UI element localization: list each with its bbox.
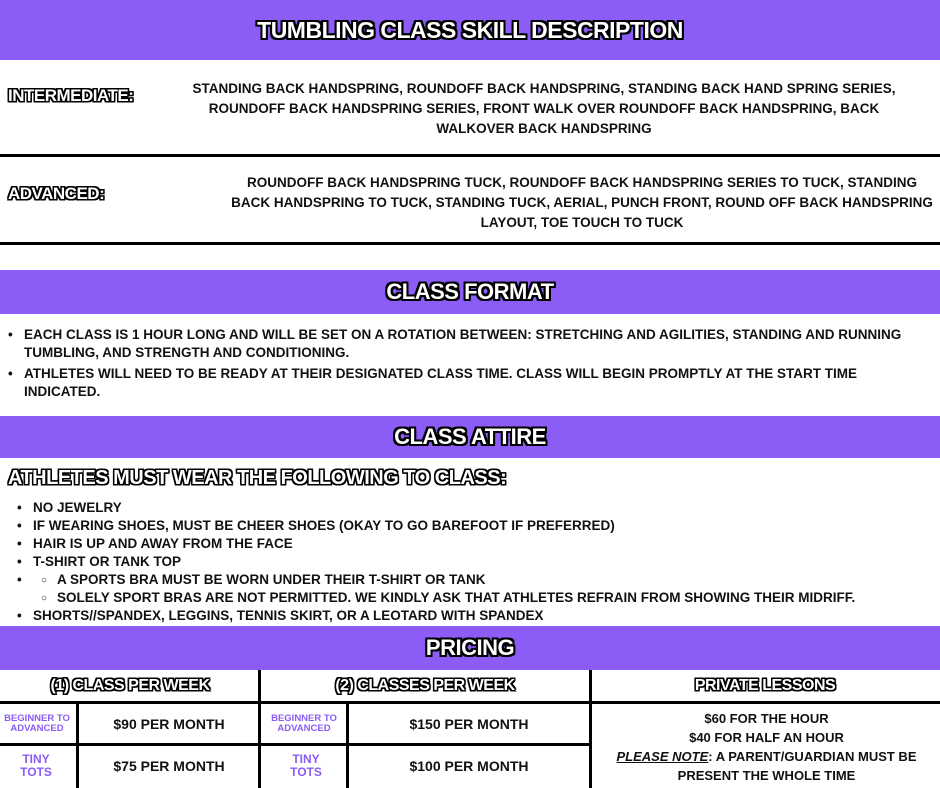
skills-header-band	[0, 0, 940, 60]
skills-title: TUMBLING CLASS SKILL DESCRIPTION	[257, 16, 683, 43]
private-lessons-info	[593, 705, 940, 788]
list-item: • HAIR IS UP AND AWAY FROM THE FACE	[33, 535, 928, 553]
attire-subtitle: ATHLETES MUST WEAR THE FOLLOWING TO CLASS:	[8, 467, 507, 489]
format-list	[24, 326, 924, 404]
col1-header-text: (1) CLASS PER WEEK	[50, 677, 210, 694]
attire-header-band	[0, 416, 940, 458]
pricing-col3-header	[590, 670, 940, 702]
table-border	[76, 701, 79, 788]
level-beginner: BEGINNER TO ADVANCED	[271, 713, 337, 734]
format-title: CLASS FORMAT	[386, 279, 554, 304]
intermediate-label: INTERMEDIATE:	[8, 86, 134, 105]
private-hour-price: $60 FOR THE HOUR	[704, 710, 829, 726]
advanced-skills-text: ROUNDOFF BACK HANDSPRING TUCK, ROUNDOFF BACK HANDSPRING SERIES TO TUCK, STANDING BACK HANDSPRING TO TUCK, STANDING TUCK, AERIAL, PUNCH FRONT, ROUND OFF BACK HANDSPRING LAYOUT, TOE TOUCH TO TUCK	[231, 175, 933, 230]
list-item: • NO JEWELRY	[33, 499, 928, 517]
list-item: • SHORTS//SPANDEX, LEGGINS, TENNIS SKIRT, OR A LEOTARD WITH SPANDEX	[33, 607, 928, 625]
divider	[0, 242, 940, 245]
price-one-tiny: $75 PER MONTH	[113, 758, 225, 774]
pricing-table	[0, 670, 940, 788]
private-half-price: $40 FOR HALF AN HOUR	[689, 729, 844, 745]
attire-sub-list	[57, 571, 928, 607]
level-tiny-tots: TINY TOTS	[20, 752, 52, 779]
table-border	[0, 743, 590, 746]
level-tiny-tots: TINY TOTS	[290, 752, 322, 779]
price-two-tiny: $100 PER MONTH	[409, 758, 529, 774]
note-label: PLEASE NOTE	[616, 748, 709, 764]
table-border	[589, 670, 592, 788]
attire-title: CLASS ATTIRE	[394, 424, 546, 449]
list-item: ○ • A SPORTS BRA MUST BE WORN UNDER THEIR T-SHIRT OR TANK	[57, 571, 928, 589]
list-item: ○ SOLELY SPORT BRAS ARE NOT PERMITTED. WE KINDLY ASK THAT ATHLETES REFRAIN FROM SHOWING THEIR MIDRIFF.	[57, 589, 928, 607]
advanced-label: ADVANCED:	[8, 184, 105, 203]
col3-header-text: PRIVATE LESSONS	[694, 677, 836, 694]
list-item: • ATHLETES WILL NEED TO BE READY AT THEIR DESIGNATED CLASS TIME. CLASS WILL BEGIN PROMPTLY AT THE START TIME INDICATED.	[24, 365, 924, 401]
table-border	[258, 670, 261, 788]
pricing-title: PRICING	[425, 635, 515, 660]
level-beginner: BEGINNER TO ADVANCED	[4, 713, 70, 734]
intermediate-skills-text: STANDING BACK HANDSPRING, ROUNDOFF BACK HANDSPRING, STANDING BACK HAND SPRING SERIES, ROUNDOFF BACK HANDSPRING SERIES, FRONT WALK OVER ROUNDOFF BACK HANDSPRING, BACK WALKOVER BACK HANDSPRING	[192, 81, 896, 136]
list-item: • T-SHIRT OR TANK TOP	[33, 553, 928, 571]
pricing-col1-header	[0, 670, 260, 702]
col2-header-text: (2) CLASSES PER WEEK	[335, 677, 515, 694]
sub-list-container	[33, 571, 928, 607]
pricing-col2-header	[260, 670, 590, 702]
price-two-beginner: $150 PER MONTH	[409, 716, 529, 732]
pricing-header-band	[0, 626, 940, 670]
attire-list	[33, 499, 928, 625]
table-border	[0, 701, 940, 704]
table-border	[346, 701, 349, 788]
private-note	[612, 747, 922, 785]
note-text: : A PARENT/GUARDIAN MUST BE PRESENT THE WHOLE TIME	[677, 748, 917, 783]
list-item: • EACH CLASS IS 1 HOUR LONG AND WILL BE SET ON A ROTATION BETWEEN: STRETCHING AND AGILITIES, STANDING AND RUNNING TUMBLING, AND STRENGTH AND CONDITIONING.	[24, 326, 924, 362]
format-header-band	[0, 270, 940, 314]
price-one-beginner: $90 PER MONTH	[113, 716, 225, 732]
divider	[0, 154, 940, 157]
list-item: • IF WEARING SHOES, MUST BE CHEER SHOES (OKAY TO GO BAREFOOT IF PREFERRED)	[33, 517, 928, 535]
